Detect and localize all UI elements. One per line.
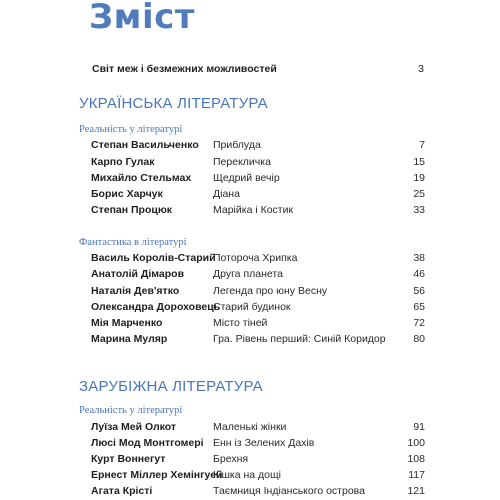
entry-work: Місто тіней (213, 317, 268, 329)
entry-author: Агата Крісті (91, 485, 153, 497)
entry-page: 33 (413, 204, 425, 216)
toc-entry[interactable] (0, 437, 500, 453)
toc-entry[interactable] (0, 301, 500, 317)
entry-work: Енн із Зелених Дахів (213, 437, 315, 449)
entry-page: 108 (407, 453, 425, 465)
entry-work: Старий будинок (213, 301, 291, 313)
toc-entry[interactable] (0, 139, 500, 155)
entry-work: Потороча Хрипка (213, 252, 298, 264)
toc-entry[interactable] (0, 156, 500, 172)
page-title: Зміст (89, 0, 195, 37)
toc-entry[interactable] (0, 268, 500, 284)
toc-entry[interactable] (0, 333, 500, 349)
entry-work: Перекличка (213, 156, 271, 168)
entry-work: Таємниця Індіанського острова (213, 485, 365, 497)
entry-page: 72 (413, 317, 425, 329)
entry-page: 15 (413, 156, 425, 168)
intro-label: Світ меж і безмежних можливостей (92, 63, 277, 75)
section-title-foreign: ЗАРУБІЖНА ЛІТЕРАТУРА (79, 378, 263, 395)
entry-page: 65 (413, 301, 425, 313)
entry-page: 56 (413, 285, 425, 297)
section-title-ukrainian: УКРАЇНСЬКА ЛІТЕРАТУРА (79, 95, 268, 112)
subsection-title-reality: Реальність у літературі (79, 405, 183, 416)
toc-entry[interactable] (0, 485, 500, 500)
entry-author: Степан Процюк (91, 204, 173, 216)
entry-page: 100 (407, 437, 425, 449)
entry-author: Ернест Міллер Хемінгуей (91, 469, 223, 481)
entry-work: Гра. Рівень перший: Синій Коридор (213, 333, 386, 345)
subsection-title-fantasy: Фантастика в літературі (79, 237, 187, 248)
subsection-title-reality: Реальність у літературі (79, 124, 183, 135)
entry-author: Карпо Гулак (91, 156, 155, 168)
entry-work: Маленькі жінки (213, 421, 287, 433)
entry-author: Василь Королів-Старий (91, 252, 216, 264)
entry-author: Михайло Стельмах (91, 172, 192, 184)
toc-entry[interactable] (0, 421, 500, 437)
toc-entry[interactable] (0, 285, 500, 301)
entry-author: Степан Васильченко (91, 139, 199, 151)
entry-author: Борис Харчук (91, 188, 163, 200)
entry-page: 121 (407, 485, 425, 497)
entry-work: Приблуда (213, 139, 261, 151)
toc-entry[interactable] (0, 188, 500, 204)
entry-page: 91 (413, 421, 425, 433)
entry-author: Наталія Дев'ятко (91, 285, 180, 297)
entry-work: Брехня (213, 453, 249, 465)
entry-page: 38 (413, 252, 425, 264)
entry-author: Анатолій Дімаров (91, 268, 185, 280)
entry-page: 7 (419, 139, 425, 151)
entry-page: 25 (413, 188, 425, 200)
entry-page: 46 (413, 268, 425, 280)
entry-author: Люсі Мод Монтгомері (91, 437, 204, 449)
toc-intro-row[interactable] (92, 63, 424, 79)
entry-page: 117 (408, 469, 425, 481)
entry-work: Щедрий вечір (213, 172, 280, 184)
entry-work: Друга планета (213, 268, 283, 280)
toc-entry[interactable] (0, 453, 500, 469)
entry-author: Курт Воннегут (91, 453, 166, 465)
entry-work: Діана (213, 188, 240, 200)
toc-entry[interactable] (0, 317, 500, 333)
toc-entry[interactable] (0, 252, 500, 268)
entry-author: Олександра Дороховець (91, 301, 221, 313)
toc-entry[interactable] (0, 172, 500, 188)
entry-page: 80 (413, 333, 425, 345)
entry-work: Легенда про юну Весну (213, 285, 328, 297)
intro-page-number: 3 (418, 63, 424, 75)
toc-entry[interactable] (0, 204, 500, 220)
entry-author: Мія Марченко (91, 317, 163, 329)
entry-page: 19 (413, 172, 425, 184)
toc-entry[interactable] (0, 469, 500, 485)
entry-author: Луїза Мей Олкот (91, 421, 177, 433)
entry-work: Марійка і Костик (213, 204, 294, 216)
entry-work: Кішка на дощі (213, 469, 281, 481)
entry-author: Марина Муляр (91, 333, 168, 345)
